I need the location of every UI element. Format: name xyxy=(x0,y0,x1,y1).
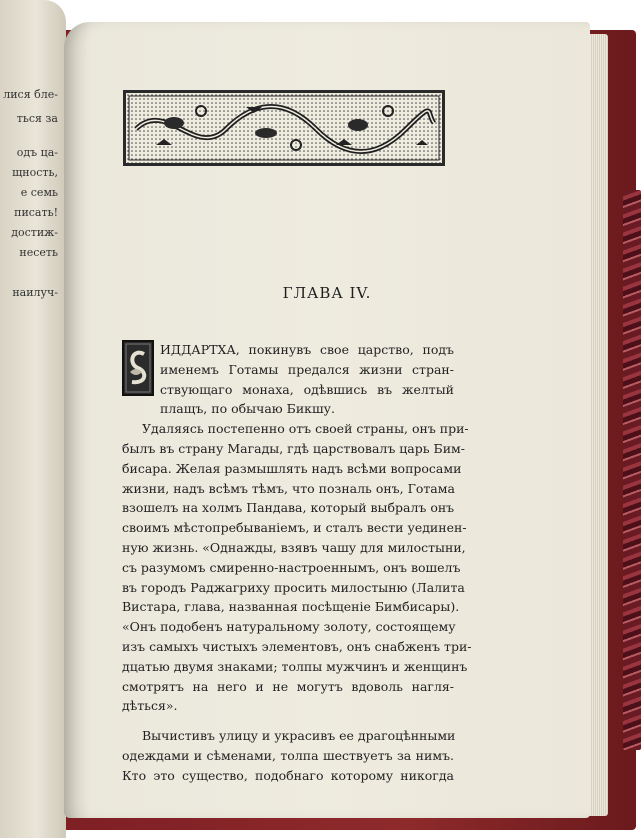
text-line: ную жизнь. «Однажды, взявъ чашу для милостыни, xyxy=(122,539,466,555)
chapter-heading: ГЛАВА IV. xyxy=(282,284,372,302)
facing-page xyxy=(0,0,66,838)
text-line: въ городъ Раджагриху просить милостыню (Лалита xyxy=(122,579,465,595)
body-text xyxy=(122,340,472,786)
text-line: плащъ, по обычаю Бикшу. xyxy=(160,401,335,417)
text-line: Вычистивъ улицу и украсивъ ее драгоцѣнными xyxy=(142,728,456,744)
paragraph xyxy=(122,419,472,716)
facing-page-text: е семь xyxy=(20,186,58,199)
facing-page-text: ться за xyxy=(16,112,58,125)
text-line: изъ самыхъ чистыхъ элементовъ, онъ снабженъ три- xyxy=(122,638,472,654)
facing-page-text: писать! xyxy=(14,206,58,219)
facing-page-text: достиж- xyxy=(11,226,58,239)
text-line: Вистара, глава, названная посѣщеніе Бимбисары). xyxy=(122,599,460,615)
text-line: ствующаго монаха, одѣвшись въ желтый xyxy=(160,381,454,397)
text-line: съ разумомъ смиренно-настроеннымъ, онъ вошелъ xyxy=(122,559,461,575)
text-line: смотрятъ на него и не могутъ вдоволь нагля- xyxy=(122,678,454,694)
text-line: именемъ Готамы предался жизни стран- xyxy=(160,361,454,377)
text-line: жизни, надъ всѣмъ тѣмъ, что позналь онъ, Готама xyxy=(122,480,455,496)
facing-page-text: наилуч- xyxy=(12,286,58,299)
text-line: Удаляясь постепенно отъ своей страны, онъ при- xyxy=(142,421,469,437)
text-line: ИДДАРТХА, покинувъ свое царство, подъ xyxy=(160,342,454,357)
facing-page-text: несеть xyxy=(19,246,58,259)
text-line: Кто это существо, подобнаго которому никогда xyxy=(122,767,454,783)
text-line: былъ въ страну Магады, гдѣ царствовалъ царь Бим- xyxy=(122,440,465,456)
text-line: взошелъ на холмъ Пандава, который выбралъ онъ xyxy=(122,500,455,516)
text-line: «Онъ подобенъ натуральному золоту, состоящему xyxy=(122,619,456,635)
serpent-ornament-icon xyxy=(126,93,442,163)
ornamental-header-band xyxy=(123,90,445,166)
text-line: бисара. Желая размышлять надъ всѣми вопросами xyxy=(122,460,462,476)
text-line: своимъ мѣстопребываніемъ, и сталъ вести уединен- xyxy=(122,520,467,536)
text-line: дцатью двумя знаками; толпы мужчинъ и женщинъ xyxy=(122,658,468,674)
text-line: дѣться». xyxy=(122,698,178,714)
facing-page-text: щность, xyxy=(12,166,58,179)
facing-page-text: лися бле- xyxy=(3,88,58,101)
marbled-page-edge xyxy=(623,190,641,750)
paragraph xyxy=(122,340,454,419)
paragraph xyxy=(122,726,454,785)
text-line: одеждами и сѣменами, толпа шествуетъ за нимъ. xyxy=(122,747,454,763)
facing-page-text: одъ ца- xyxy=(16,146,58,159)
